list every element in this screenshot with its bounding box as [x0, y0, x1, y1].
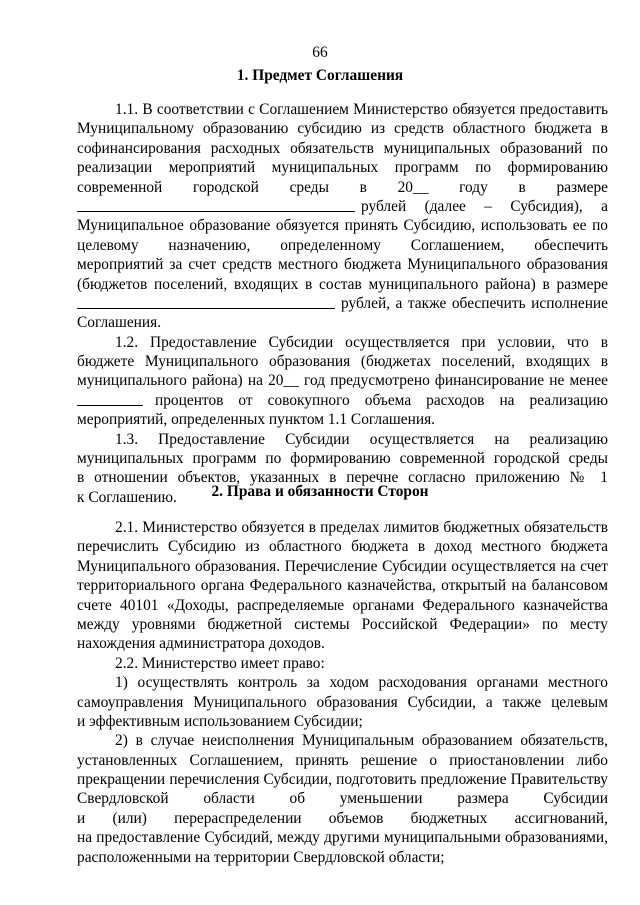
blank-amount-field: [77, 197, 355, 212]
text-line: и (или) перераспределении объемов бюджетных ассигнований,: [77, 809, 608, 827]
text-line: софинансирования расходных обязательств муниципальных образований по: [77, 139, 608, 157]
text-line: в отношении объектов, указанных в перечне согласно приложению № 1: [77, 469, 608, 487]
section-2-body: [77, 518, 608, 867]
text-line: 1.2. Предоставление Субсидии осуществляется при условии, что в: [115, 333, 608, 351]
text-line-with-blank: [77, 294, 608, 313]
text-line: перечислить Субсидию из областного бюджета в доход местного бюджета: [77, 538, 608, 556]
section-2-heading: 2. Права и обязанности Сторон: [211, 483, 429, 500]
text-fragment: рублей (далее – Субсидия), а: [361, 197, 608, 215]
text-line: Муниципальное образование обязуется принять Субсидию, использовать ее по: [77, 217, 608, 235]
text-line: (бюджетов поселений, входящих в состав муниципального района) в размере: [77, 275, 608, 293]
text-fragment: процентов от совокупного объема расходов на реализацию: [155, 391, 608, 409]
text-line: Муниципального образования. Перечисление Субсидии осуществляется на счет: [77, 557, 608, 575]
section-1-heading: 1. Предмет Соглашения: [236, 67, 404, 84]
text-line: муниципальных программ по формированию современной городской среды: [77, 450, 608, 468]
text-line: прекращении перечисления Субсидии, подготовить предложение Правительству: [77, 771, 608, 789]
text-line: установленных Соглашением, принять решение о приостановлении либо: [77, 751, 608, 769]
text-line: реализации мероприятий муниципальных программ по формированию: [77, 159, 608, 177]
text-fragment: рублей, а также обеспечить исполнение: [341, 294, 608, 312]
text-line: территориального органа Федерального казначейства, открытый на балансовом: [77, 577, 608, 595]
text-line: 1.1. В соответствии с Соглашением Министерство обязуется предоставить: [115, 101, 608, 118]
text-line-with-blank: [77, 391, 608, 410]
text-line: 2.2. Министерство имеет право:: [115, 654, 325, 672]
text-line: Свердловской области об уменьшении размера Субсидии: [77, 790, 608, 808]
text-line: бюджете Муниципального образования (бюджетах поселений, входящих в: [77, 353, 608, 371]
text-line: муниципального района) на 20__ год предусмотрено финансирование не менее: [77, 372, 608, 390]
blank-percent-field: [77, 391, 143, 406]
text-line: современной городской среды в 20__ году в размере: [77, 178, 608, 196]
section-1-body: [77, 100, 608, 507]
text-line: счете 40101 «Доходы, распределяемые органами Федерального казначейства: [77, 596, 608, 614]
text-line: и эффективным использованием Субсидии;: [77, 712, 363, 730]
text-line-with-blank: [77, 197, 608, 216]
text-line: мероприятий, определенных пунктом 1.1 Соглашения.: [77, 411, 436, 429]
page-number: 66: [312, 44, 328, 61]
text-line: мероприятий за счет средств местного бюджета Муниципального образования: [77, 256, 608, 274]
text-line: на предоставление Субсидий, между другими муниципальными образованиями,: [77, 829, 608, 847]
text-line: к Соглашению.: [77, 488, 177, 506]
blank-amount-field: [77, 294, 335, 309]
text-line: нахождения администратора доходов.: [77, 635, 325, 653]
text-line: расположенными на территории Свердловской области;: [77, 848, 445, 866]
text-line: целевому назначению, определенному Соглашением, обеспечить: [77, 236, 608, 254]
text-line: 2.1. Министерство обязуется в пределах лимитов бюджетных обязательств: [115, 519, 608, 536]
text-line: 1) осуществлять контроль за ходом расходования органами местного: [115, 674, 608, 692]
text-line: 2) в случае неисполнения Муниципальным образованием обязательств,: [115, 732, 608, 750]
text-line: Соглашения.: [77, 314, 162, 332]
text-line: Муниципальному образованию субсидию из средств областного бюджета в: [77, 120, 608, 138]
text-line: 1.3. Предоставление Субсидии осуществляется на реализацию: [115, 430, 608, 448]
text-line: между уровнями бюджетной системы Российской Федерации» по месту: [77, 615, 608, 633]
text-line: самоуправления Муниципального образования Субсидии, а также целевым: [77, 693, 608, 711]
